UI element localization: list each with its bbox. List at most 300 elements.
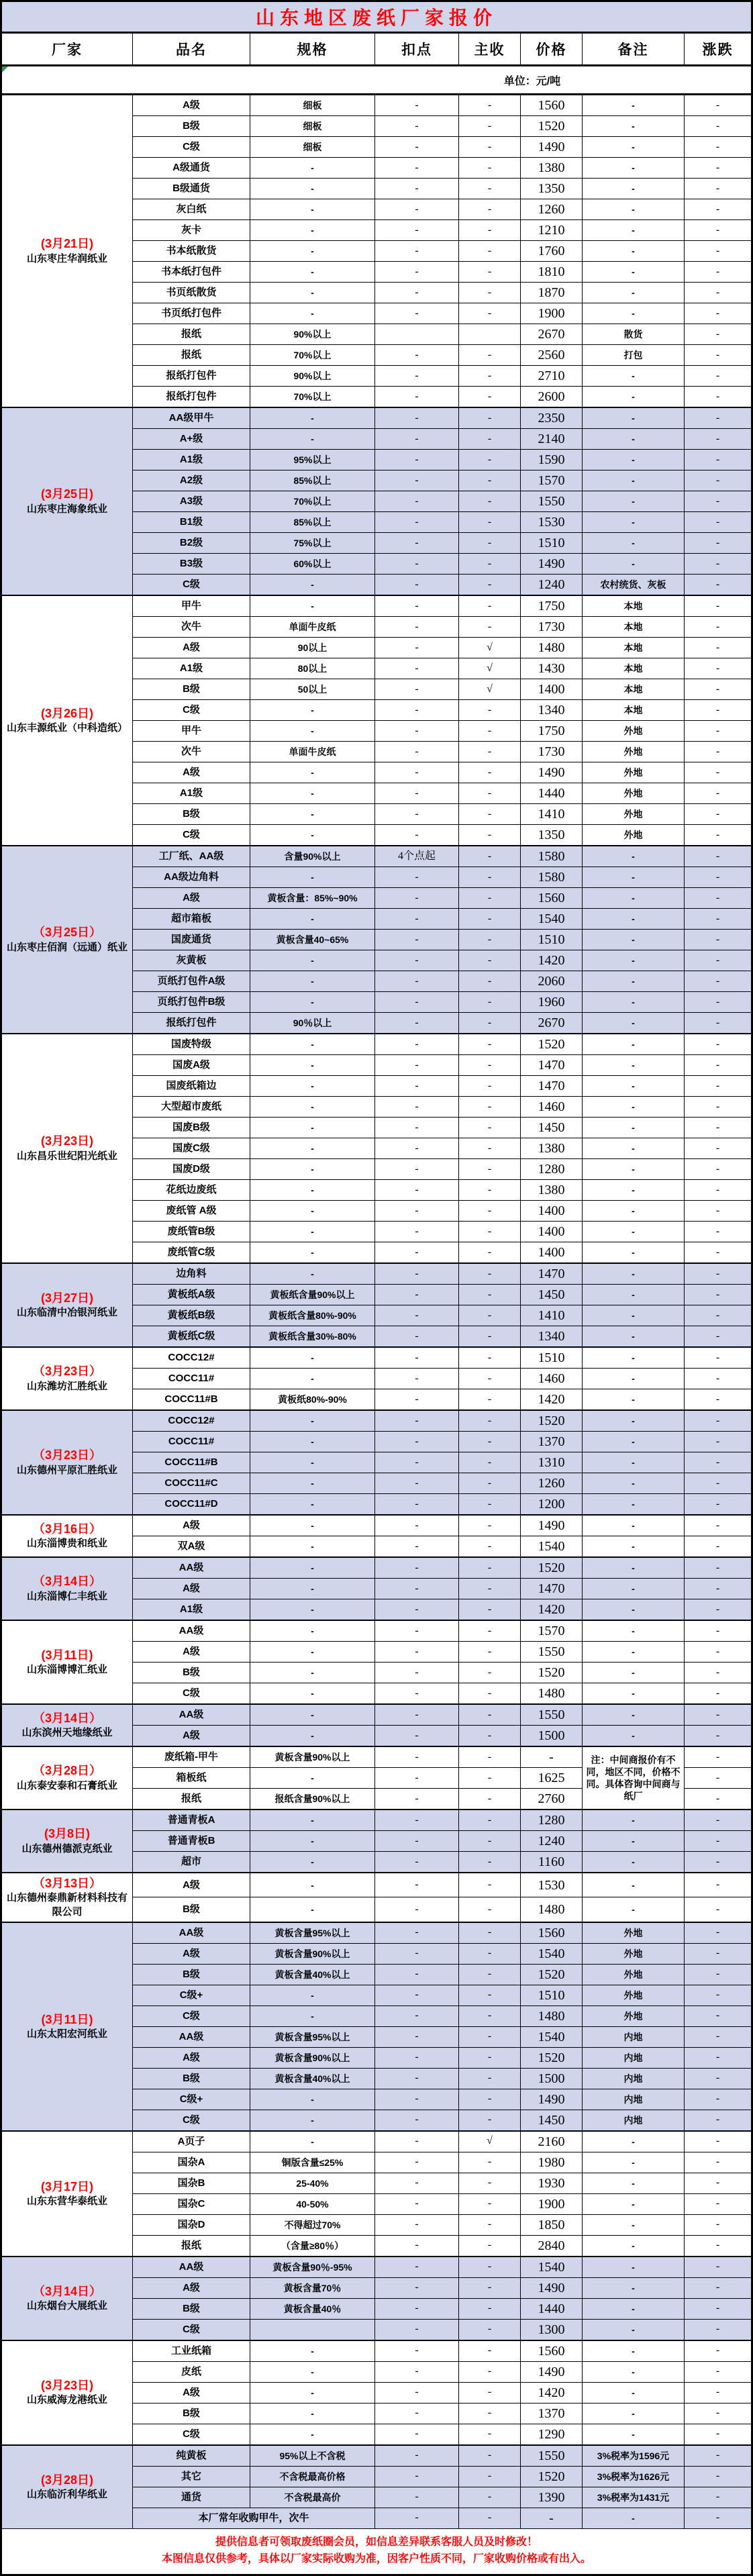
change-cell: -	[685, 638, 751, 658]
change-cell: -	[685, 1516, 751, 1536]
deduction-cell: -	[375, 638, 459, 658]
main-collect-cell: -	[459, 283, 521, 303]
product-name-cell: A级	[133, 1873, 250, 1897]
spec-cell: -	[250, 1831, 375, 1852]
product-name-cell: A级	[133, 2278, 250, 2299]
main-collect-cell: -	[459, 1305, 521, 1326]
change-cell: -	[685, 762, 751, 783]
change-cell: -	[715, 2428, 720, 2440]
unit-label: 单位：元/吨	[503, 75, 561, 87]
price-cell: 1420	[521, 1389, 583, 1409]
spec-cell: 黄板纸含量30%-80%	[250, 1326, 375, 1346]
product-name-cell: B3级	[133, 554, 250, 575]
main-collect-cell: -	[459, 2194, 521, 2215]
deduction-cell: -	[375, 1348, 459, 1369]
remark-cell: -	[583, 1034, 685, 1055]
remark-cell: -	[583, 137, 685, 158]
change-cell: -	[715, 1540, 720, 1552]
change-cell: -	[685, 303, 751, 324]
factory-date: (3月26日)	[40, 706, 94, 720]
change-cell: -	[685, 2341, 751, 2362]
spec-cell: -	[250, 1558, 375, 1579]
price-cell: 1510	[521, 1348, 583, 1369]
main-collect-cell: -	[459, 2446, 521, 2467]
factory-name: 山东枣庄海象纸业	[26, 503, 107, 515]
spec-cell: 铜版含量≤25%	[250, 2152, 375, 2173]
product-name-cell: AA级	[133, 1621, 250, 1642]
deduction-cell: -	[375, 1705, 459, 1726]
change-cell: -	[685, 2215, 751, 2236]
product-name-cell: 花纸边废纸	[133, 1180, 250, 1201]
change-cell: -	[715, 578, 720, 590]
product-name-cell: A2级	[133, 470, 250, 491]
spec-cell: -	[250, 1432, 375, 1452]
factory-section	[2, 1705, 751, 1747]
remark-cell: -	[583, 1494, 685, 1514]
price-cell: 1450	[521, 1285, 583, 1305]
main-collect-cell: -	[459, 179, 521, 199]
spec-cell: -	[250, 1621, 375, 1642]
deduction-cell: -	[375, 450, 459, 470]
product-name-cell: COCC11#	[133, 1432, 250, 1452]
remark-cell: -	[583, 1118, 685, 1138]
change-cell: -	[685, 721, 751, 742]
change-cell: -	[685, 1201, 751, 1222]
deduction-cell: -	[375, 512, 459, 533]
price-cell: 2140	[521, 429, 583, 450]
main-collect-cell: -	[459, 1897, 521, 1921]
main-collect-cell: -	[459, 1326, 521, 1346]
change-cell: -	[685, 1944, 751, 1965]
change-cell: -	[685, 2446, 751, 2467]
remark-cell: -	[583, 2152, 685, 2173]
remark-cell: -	[583, 1285, 685, 1305]
remark-cell: -	[583, 909, 685, 930]
spec-cell: 黄板含量：85%~90%	[250, 888, 375, 909]
spec-cell: 黄板含量40~65%	[250, 930, 375, 950]
remark-cell: -	[583, 387, 685, 407]
price-cell: 1440	[521, 2299, 583, 2320]
main-collect-cell: -	[459, 992, 521, 1013]
spec-cell: -	[250, 1683, 375, 1703]
factory-cell	[2, 1747, 133, 1809]
factory-section	[2, 846, 751, 1034]
factory-section	[2, 1516, 751, 1558]
factory-section	[2, 1264, 751, 1348]
change-cell: -	[685, 1432, 751, 1452]
main-collect-cell: -	[459, 2027, 521, 2048]
price-cell: 1500	[521, 1726, 583, 1746]
main-collect-cell: -	[459, 846, 521, 867]
spec-cell: -	[250, 2132, 375, 2152]
price-cell: 1980	[521, 2152, 583, 2173]
deduction-cell: -	[375, 554, 459, 575]
change-cell: -	[715, 1603, 720, 1615]
price-cell: 2560	[521, 345, 583, 366]
price-cell: 1470	[521, 1264, 583, 1285]
change-cell: -	[685, 2194, 751, 2215]
main-collect-cell: -	[459, 450, 521, 470]
remark-cell: -	[583, 116, 685, 137]
price-cell: 1810	[521, 262, 583, 283]
change-cell: -	[685, 137, 751, 158]
product-name-cell: 报纸打包件	[133, 1013, 250, 1033]
factory-cell	[2, 408, 133, 595]
deduction-cell: -	[375, 1599, 459, 1620]
deduction-cell: -	[375, 408, 459, 429]
price-cell: 1340	[521, 1326, 583, 1346]
remark-cell: 3%税率为1431元	[583, 2487, 685, 2508]
remark-cell: -	[583, 1097, 685, 1118]
remark-cell: 外地	[583, 721, 685, 742]
spec-cell: 黄板含量70％	[250, 2278, 375, 2299]
change-cell: -	[685, 596, 751, 617]
price-cell: 1550	[521, 1642, 583, 1663]
main-collect-cell: -	[459, 2048, 521, 2069]
remark-cell: -	[583, 1264, 685, 1285]
change-cell: -	[685, 1348, 751, 1369]
remark-cell: 内地	[583, 2069, 685, 2089]
factory-name: 山东临清中冶银河纸业	[16, 1307, 117, 1319]
factory-cell	[2, 1923, 133, 2130]
spec-cell: -	[250, 1055, 375, 1076]
price-cell: 1470	[521, 1076, 583, 1097]
main-collect-cell: -	[459, 1768, 521, 1789]
change-cell: -	[715, 828, 720, 840]
product-name-cell: 普通青板B	[133, 1831, 250, 1852]
main-collect-cell: -	[459, 1789, 521, 1809]
deduction-cell: -	[375, 762, 459, 783]
factory-section	[2, 1034, 751, 1264]
column-header-spec: 规格	[250, 34, 375, 64]
factory-cell	[2, 1810, 133, 1872]
factory-rows	[133, 1747, 751, 1809]
product-name-cell: A1级	[133, 783, 250, 804]
remark-cell: 外地	[583, 742, 685, 762]
remark-cell: -	[583, 950, 685, 971]
deduction-cell: -	[375, 2236, 459, 2256]
product-name-cell: A级	[133, 1726, 250, 1746]
product-name-cell: 纯黄板	[133, 2446, 250, 2467]
remark-cell: -	[583, 1201, 685, 1222]
product-name-cell: 国废通货	[133, 930, 250, 950]
deduction-cell: -	[375, 2089, 459, 2110]
spec-cell: -	[250, 1159, 375, 1180]
main-collect-cell: -	[459, 303, 521, 324]
product-name-cell: 报纸	[133, 2236, 250, 2256]
spec-cell: -	[250, 2089, 375, 2110]
product-name-cell: 国废纸箱边	[133, 1076, 250, 1097]
factory-date: （3月14日）	[32, 1711, 102, 1725]
deduction-cell: -	[375, 867, 459, 888]
factory-rows	[133, 1411, 751, 1514]
factory-date: (3月23日)	[40, 2379, 94, 2393]
factory-name: 山东枣庄华润纸业	[26, 252, 107, 264]
remark-cell: 3%税率为1596元	[583, 2446, 685, 2467]
deduction-cell: -	[375, 199, 459, 220]
factory-rows	[133, 1923, 751, 2130]
product-name-cell: A级	[133, 1579, 250, 1599]
deduction-cell: -	[375, 2257, 459, 2278]
deduction-cell: -	[375, 2508, 459, 2528]
column-header-remark: 备注	[583, 34, 685, 64]
spec-cell: 50以上	[250, 679, 375, 700]
product-name-cell: COCC11#B	[133, 1452, 250, 1473]
spec-cell: 黄板纸含量80%-90%	[250, 1305, 375, 1326]
price-cell: 1370	[521, 2404, 583, 2424]
product-name-cell: A级	[133, 1944, 250, 1965]
change-cell: -	[685, 2069, 751, 2089]
change-cell: -	[685, 2487, 751, 2508]
change-cell: -	[685, 888, 751, 909]
spec-cell: -	[250, 1663, 375, 1683]
price-cell: 1450	[521, 1118, 583, 1138]
deduction-cell: -	[375, 429, 459, 450]
spec-cell	[250, 2320, 375, 2340]
price-cell: 1730	[521, 742, 583, 762]
product-name-cell: C级	[133, 1683, 250, 1703]
main-collect-cell: -	[459, 1389, 521, 1409]
remark-cell: -	[583, 303, 685, 324]
spec-cell: -	[250, 596, 375, 617]
remark-cell: -	[583, 2194, 685, 2215]
change-cell: -	[685, 2257, 751, 2278]
factory-rows	[133, 1264, 751, 1346]
deduction-cell: -	[375, 1452, 459, 1473]
main-collect-cell: -	[459, 1055, 521, 1076]
deduction-cell: -	[375, 1494, 459, 1514]
factory-cell	[2, 1558, 133, 1620]
remark-cell: -	[583, 199, 685, 220]
change-cell: -	[685, 1965, 751, 1985]
factory-rows	[133, 1873, 751, 1922]
remark-cell: -	[583, 1873, 685, 1897]
price-cell: 1440	[521, 783, 583, 804]
main-collect-cell: -	[459, 116, 521, 137]
price-cell: 1340	[521, 700, 583, 721]
product-name-cell: COCC11#	[133, 1369, 250, 1389]
product-name-cell: AA级	[133, 1558, 250, 1579]
change-cell: -	[715, 1246, 720, 1258]
deduction-cell: -	[375, 2215, 459, 2236]
main-collect-cell: -	[459, 2341, 521, 2362]
remark-cell: -	[583, 179, 685, 199]
price-cell: 1160	[521, 1852, 583, 1872]
deduction-cell: -	[375, 387, 459, 407]
change-cell: -	[715, 1497, 720, 1509]
factory-rows	[133, 1034, 751, 1262]
factory-cell	[2, 596, 133, 845]
spec-cell: -	[250, 1201, 375, 1222]
spec-cell: -	[250, 1097, 375, 1118]
product-name-cell: 国废A级	[133, 1055, 250, 1076]
deduction-cell: -	[375, 992, 459, 1013]
price-cell: 1580	[521, 846, 583, 867]
factory-section	[2, 1621, 751, 1705]
deduction-cell: -	[375, 930, 459, 950]
deduction-cell: -	[375, 2299, 459, 2320]
factory-rows	[133, 846, 751, 1033]
change-cell: -	[685, 324, 751, 345]
price-cell: 1520	[521, 1558, 583, 1579]
spec-cell: -	[250, 2110, 375, 2130]
product-name-cell: 废纸管B级	[133, 1222, 250, 1242]
price-cell: -	[521, 1747, 583, 1768]
remark-cell: -	[583, 992, 685, 1013]
remark-cell: 外地	[583, 1944, 685, 1965]
price-cell: 1280	[521, 1810, 583, 1831]
change-cell: -	[685, 512, 751, 533]
main-collect-cell: -	[459, 950, 521, 971]
main-collect-cell: -	[459, 1683, 521, 1703]
price-cell: 2760	[521, 1789, 583, 1809]
spec-cell: 75%以上	[250, 533, 375, 554]
remark-cell: -	[583, 491, 685, 512]
product-name-cell: COCC11#C	[133, 1473, 250, 1494]
factory-name: 山东德州平原汇胜纸业	[16, 1464, 117, 1476]
price-cell: 1210	[521, 220, 583, 241]
deduction-cell: -	[375, 1683, 459, 1703]
price-cell: 1280	[521, 1159, 583, 1180]
remark-cell: -	[583, 1810, 685, 1831]
change-cell: -	[685, 2467, 751, 2487]
change-cell: -	[715, 390, 720, 402]
factory-section	[2, 1558, 751, 1621]
spec-cell: -	[250, 1873, 375, 1897]
price-cell: 1520	[521, 1411, 583, 1432]
main-collect-cell: -	[459, 971, 521, 992]
remark-cell: -	[583, 220, 685, 241]
spec-cell: -	[250, 1180, 375, 1201]
product-name-cell: 报纸打包件	[133, 387, 250, 407]
deduction-cell: -	[375, 158, 459, 179]
main-collect-cell: -	[459, 1747, 521, 1768]
remark-cell: -	[583, 1642, 685, 1663]
price-cell: 1420	[521, 2383, 583, 2404]
spec-cell: -	[250, 971, 375, 992]
main-collect-cell: -	[459, 888, 521, 909]
main-collect-cell: -	[459, 1473, 521, 1494]
remark-cell: -	[583, 1242, 685, 1262]
change-cell: -	[685, 1118, 751, 1138]
remark-cell: -	[583, 2362, 685, 2383]
change-cell: -	[685, 1579, 751, 1599]
price-cell: 1480	[521, 638, 583, 658]
remark-cell: -	[583, 2236, 685, 2256]
main-collect-cell: -	[459, 1097, 521, 1118]
spec-cell: -	[250, 1897, 375, 1921]
factory-cell	[2, 846, 133, 1033]
deduction-cell: -	[375, 470, 459, 491]
change-cell: -	[685, 1452, 751, 1473]
deduction-cell: -	[375, 2173, 459, 2194]
change-cell: -	[685, 950, 751, 971]
main-collect-cell: -	[459, 2257, 521, 2278]
change-cell: -	[685, 450, 751, 470]
main-collect-cell: -	[459, 1369, 521, 1389]
remark-cell: -	[583, 1180, 685, 1201]
spec-cell: -	[250, 303, 375, 324]
factory-section	[2, 95, 751, 408]
product-name-cell: A3级	[133, 491, 250, 512]
deduction-cell: -	[375, 617, 459, 638]
remark-cell: -	[583, 1726, 685, 1746]
main-collect-cell: -	[459, 700, 521, 721]
deduction-cell: -	[375, 1923, 459, 1944]
main-collect-cell: -	[459, 1452, 521, 1473]
price-cell: 1430	[521, 658, 583, 679]
main-collect-cell: -	[459, 408, 521, 429]
price-cell: 1750	[521, 721, 583, 742]
product-name-cell: A级	[133, 1642, 250, 1663]
price-cell: 1490	[521, 2362, 583, 2383]
main-collect-cell: -	[459, 1599, 521, 1620]
deduction-cell: -	[375, 1579, 459, 1599]
main-collect-cell: -	[459, 1944, 521, 1965]
product-name-cell: A1级	[133, 1599, 250, 1620]
price-cell: 1530	[521, 1873, 583, 1897]
spec-cell: -	[250, 1138, 375, 1159]
deduction-cell: -	[375, 1663, 459, 1683]
remark-cell: -	[583, 1516, 685, 1536]
remark-cell: 3%税率为1626元	[583, 2467, 685, 2487]
price-cell: 1450	[521, 2110, 583, 2130]
main-collect-cell: √	[459, 679, 521, 700]
remark-cell: -	[583, 262, 685, 283]
factory-date: （3月14日）	[32, 1575, 102, 1589]
factory-date: （3月23日）	[32, 1448, 102, 1463]
deduction-cell: -	[375, 2027, 459, 2048]
deduction-cell: -	[375, 783, 459, 804]
deduction-cell: -	[375, 2110, 459, 2130]
deduction-cell: -	[375, 220, 459, 241]
deduction-cell: -	[375, 1516, 459, 1536]
deduction-cell: -	[375, 2487, 459, 2508]
remark-cell: -	[583, 2424, 685, 2444]
remark-cell: -	[583, 95, 685, 116]
change-cell: -	[715, 1687, 720, 1699]
change-cell: -	[685, 867, 751, 888]
remark-cell: 本地	[583, 638, 685, 658]
spec-cell: -	[250, 1726, 375, 1746]
deduction-cell: -	[375, 575, 459, 595]
spec-cell: 黄板含量40%以上	[250, 1965, 375, 1985]
price-cell: 1300	[521, 2320, 583, 2340]
change-cell: -	[685, 2278, 751, 2299]
price-cell: 1750	[521, 596, 583, 617]
remark-cell: -	[583, 2320, 685, 2340]
product-name-cell: 国废D级	[133, 1159, 250, 1180]
price-cell: 1540	[521, 1536, 583, 1556]
remark-cell: 本地	[583, 700, 685, 721]
price-cell: 1560	[521, 95, 583, 116]
main-collect-cell: -	[459, 1579, 521, 1599]
spec-cell: -	[250, 1411, 375, 1432]
deduction-cell: -	[375, 1222, 459, 1242]
price-cell: 1560	[521, 888, 583, 909]
spec-cell: -	[250, 2362, 375, 2383]
main-collect-cell: -	[459, 1726, 521, 1746]
product-name-cell: 灰黄板	[133, 950, 250, 971]
spec-cell: 黄板含量95%以上	[250, 1923, 375, 1944]
deduction-cell: -	[375, 303, 459, 324]
remark-cell: -	[583, 930, 685, 950]
product-name-cell: 报纸	[133, 345, 250, 366]
main-collect-cell: -	[459, 137, 521, 158]
price-cell: 2600	[521, 387, 583, 407]
spec-cell: -	[250, 241, 375, 262]
price-cell: 1560	[521, 2341, 583, 2362]
